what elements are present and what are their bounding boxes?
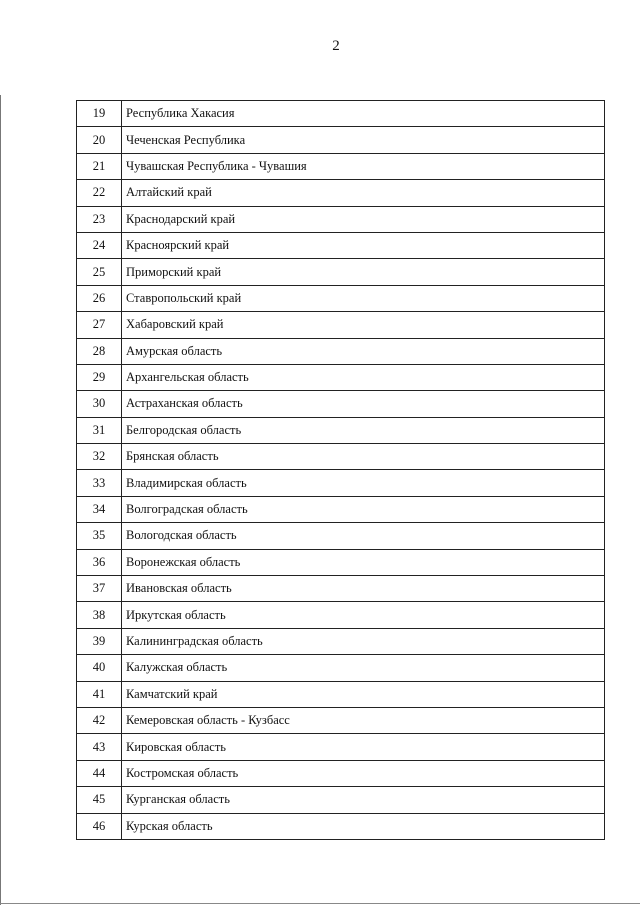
row-number: 45 — [77, 787, 122, 813]
region-name: Камчатский край — [122, 681, 605, 707]
row-number: 26 — [77, 285, 122, 311]
row-number: 24 — [77, 232, 122, 258]
region-name: Кемеровская область - Кузбасс — [122, 707, 605, 733]
table-row — [77, 602, 605, 628]
row-number: 35 — [77, 523, 122, 549]
region-name: Курская область — [122, 813, 605, 839]
table-row — [77, 681, 605, 707]
row-number: 36 — [77, 549, 122, 575]
region-name: Калужская область — [122, 655, 605, 681]
region-name: Костромская область — [122, 760, 605, 786]
table-row — [77, 101, 605, 127]
row-number: 31 — [77, 417, 122, 443]
region-name: Краснодарский край — [122, 206, 605, 232]
region-name: Алтайский край — [122, 180, 605, 206]
table-row — [77, 232, 605, 258]
row-number: 46 — [77, 813, 122, 839]
table-row — [77, 628, 605, 654]
region-name: Амурская область — [122, 338, 605, 364]
row-number: 42 — [77, 707, 122, 733]
table-row — [77, 338, 605, 364]
table-row — [77, 655, 605, 681]
row-number: 37 — [77, 576, 122, 602]
region-name: Волгоградская область — [122, 496, 605, 522]
row-number: 34 — [77, 496, 122, 522]
table-row — [77, 760, 605, 786]
region-name: Чеченская Республика — [122, 127, 605, 153]
table-row — [77, 549, 605, 575]
row-number: 44 — [77, 760, 122, 786]
table-row — [77, 576, 605, 602]
row-number: 23 — [77, 206, 122, 232]
table-row — [77, 285, 605, 311]
region-name: Воронежская область — [122, 549, 605, 575]
row-number: 29 — [77, 364, 122, 390]
row-number: 27 — [77, 312, 122, 338]
table-row — [77, 787, 605, 813]
region-name: Кировская область — [122, 734, 605, 760]
region-name: Ставропольский край — [122, 285, 605, 311]
region-name: Вологодская область — [122, 523, 605, 549]
table-row — [77, 707, 605, 733]
row-number: 33 — [77, 470, 122, 496]
table-row — [77, 364, 605, 390]
regions-table — [76, 100, 605, 840]
table-row — [77, 496, 605, 522]
region-name: Чувашская Республика - Чувашия — [122, 153, 605, 179]
regions-table-container — [76, 100, 605, 840]
row-number: 19 — [77, 101, 122, 127]
row-number: 39 — [77, 628, 122, 654]
row-number: 28 — [77, 338, 122, 364]
region-name: Хабаровский край — [122, 312, 605, 338]
row-number: 32 — [77, 444, 122, 470]
table-row — [77, 206, 605, 232]
table-row — [77, 444, 605, 470]
table-row — [77, 813, 605, 839]
table-row — [77, 259, 605, 285]
table-row — [77, 127, 605, 153]
region-name: Астраханская область — [122, 391, 605, 417]
table-row — [77, 734, 605, 760]
row-number: 22 — [77, 180, 122, 206]
row-number: 40 — [77, 655, 122, 681]
row-number: 38 — [77, 602, 122, 628]
region-name: Брянская область — [122, 444, 605, 470]
table-row — [77, 153, 605, 179]
scan-edge-mark-bottom — [0, 903, 640, 904]
region-name: Приморский край — [122, 259, 605, 285]
region-name: Республика Хакасия — [122, 101, 605, 127]
scan-edge-mark-left — [0, 95, 1, 905]
table-row — [77, 470, 605, 496]
row-number: 25 — [77, 259, 122, 285]
table-row — [77, 417, 605, 443]
region-name: Владимирская область — [122, 470, 605, 496]
regions-table-body — [77, 101, 605, 840]
region-name: Иркутская область — [122, 602, 605, 628]
row-number: 41 — [77, 681, 122, 707]
region-name: Ивановская область — [122, 576, 605, 602]
region-name: Калининградская область — [122, 628, 605, 654]
row-number: 20 — [77, 127, 122, 153]
table-row — [77, 312, 605, 338]
row-number: 30 — [77, 391, 122, 417]
row-number: 43 — [77, 734, 122, 760]
row-number: 21 — [77, 153, 122, 179]
table-row — [77, 523, 605, 549]
region-name: Красноярский край — [122, 232, 605, 258]
page-number: 2 — [332, 38, 340, 54]
region-name: Белгородская область — [122, 417, 605, 443]
table-row — [77, 180, 605, 206]
region-name: Курганская область — [122, 787, 605, 813]
region-name: Архангельская область — [122, 364, 605, 390]
table-row — [77, 391, 605, 417]
